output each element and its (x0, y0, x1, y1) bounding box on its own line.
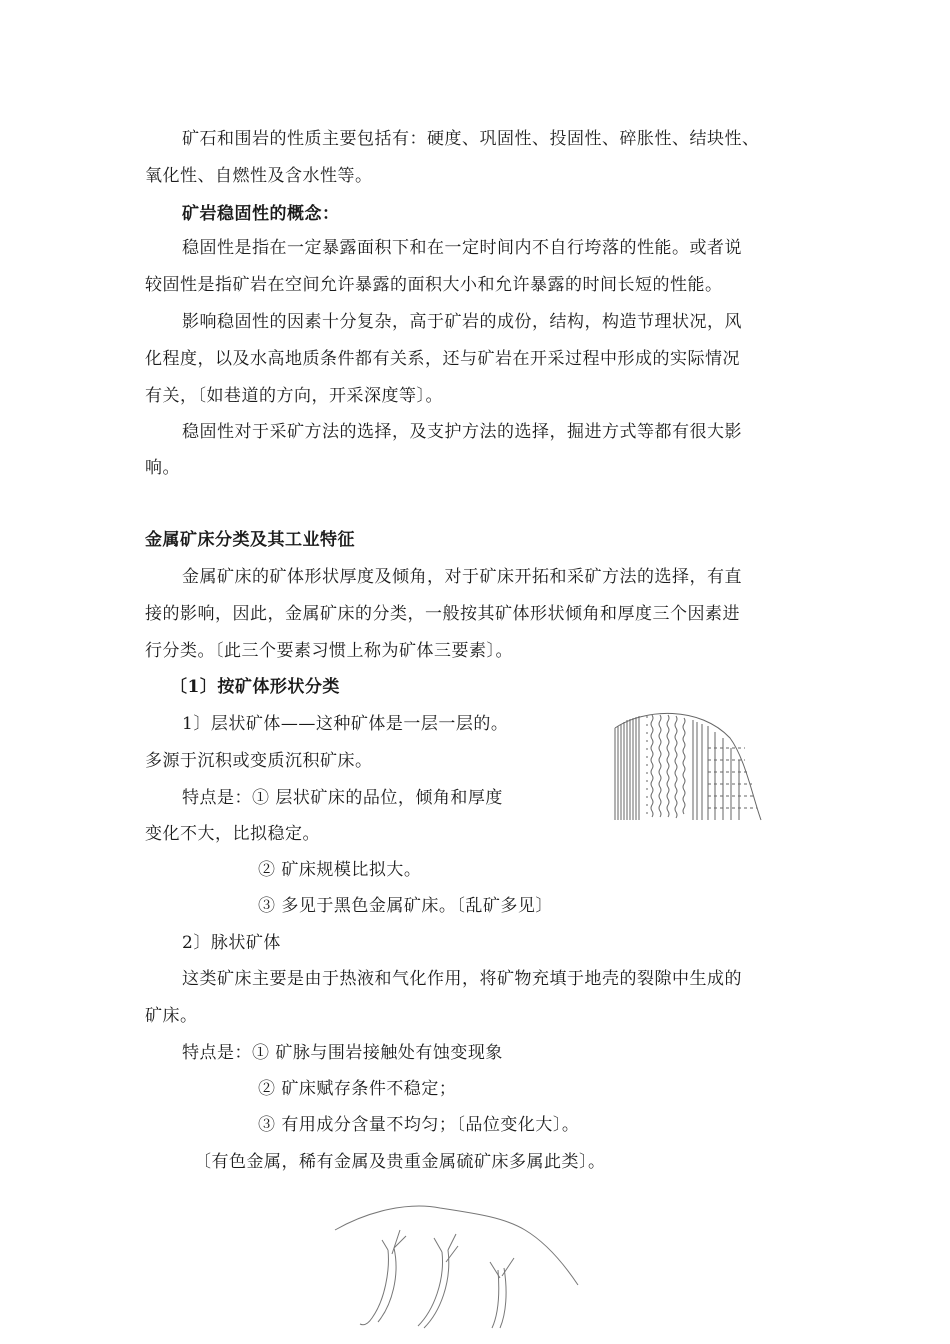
paragraph-line: 多源于沉积或变质沉积矿床。 (145, 751, 373, 771)
paragraph-line: 特点是：① 矿脉与围岩接触处有蚀变现象 (182, 1043, 503, 1063)
paragraph-line: 较固性是指矿岩在空间允许暴露的面积大小和允许暴露的时间长短的性能。 (145, 275, 723, 295)
list-item: ③ 有用成分含量不均匀；〔品位变化大〕。 (258, 1115, 580, 1135)
paragraph-line: 稳固性是指在一定暴露面积下和在一定时间内不自行垮落的性能。或者说 (182, 238, 742, 258)
layered-orebody-figure (605, 708, 765, 823)
paragraph-line: 影响稳固性的因素十分复杂，高于矿岩的成份，结构，构造节理状况，风 (182, 312, 742, 332)
paragraph-line: 响。 (145, 458, 180, 478)
subheading: 矿岩稳固性的概念： (182, 204, 340, 224)
list-item: ② 矿床规模比拟大。 (258, 860, 422, 880)
paragraph-line: 金属矿床的矿体形状厚度及倾角，对于矿床开拓和采矿方法的选择，有直 (182, 567, 742, 587)
list-item: ③ 多见于黑色金属矿床。〔乱矿多见〕 (258, 896, 553, 916)
paragraph-line: 接的影响，因此，金属矿床的分类，一般按其矿体形状倾角和厚度三个因素进 (145, 604, 740, 624)
vein-orebody-figure (330, 1200, 590, 1330)
paragraph-line: 化程度，以及水高地质条件都有关系，还与矿岩在开采过程中形成的实际情况 (145, 349, 740, 369)
section-heading: 金属矿床分类及其工业特征 (145, 530, 355, 550)
paragraph-line: 特点是：① 层状矿床的品位，倾角和厚度 (182, 788, 503, 808)
list-item: 2〕脉状矿体 (182, 933, 281, 953)
paragraph-line: 氧化性、自燃性及含水性等。 (145, 166, 373, 186)
subheading: 〔1〕按矿体形状分类 (170, 677, 340, 697)
list-item: ② 矿床赋存条件不稳定； (258, 1079, 457, 1099)
list-item: 1〕层状矿体——这种矿体是一层一层的。 (182, 714, 509, 734)
note-line: 〔有色金属，稀有金属及贵重金属硫矿床多属此类〕。 (194, 1152, 606, 1172)
paragraph-line: 这类矿床主要是由于热液和气化作用，将矿物充填于地壳的裂隙中生成的 (182, 969, 742, 989)
paragraph-line: 稳固性对于采矿方法的选择，及支护方法的选择，掘进方式等都有很大影 (182, 422, 742, 442)
paragraph-line: 矿石和围岩的性质主要包括有：硬度、巩固性、投固性、碎胀性、结块性、 (182, 129, 760, 149)
paragraph-line: 变化不大，比拟稳定。 (145, 824, 320, 844)
paragraph-line: 有关，〔如巷道的方向，开采深度等〕。 (145, 386, 443, 406)
paragraph-line: 行分类。〔此三个要素习惯上称为矿体三要素〕。 (145, 641, 513, 661)
paragraph-line: 矿床。 (145, 1006, 198, 1026)
